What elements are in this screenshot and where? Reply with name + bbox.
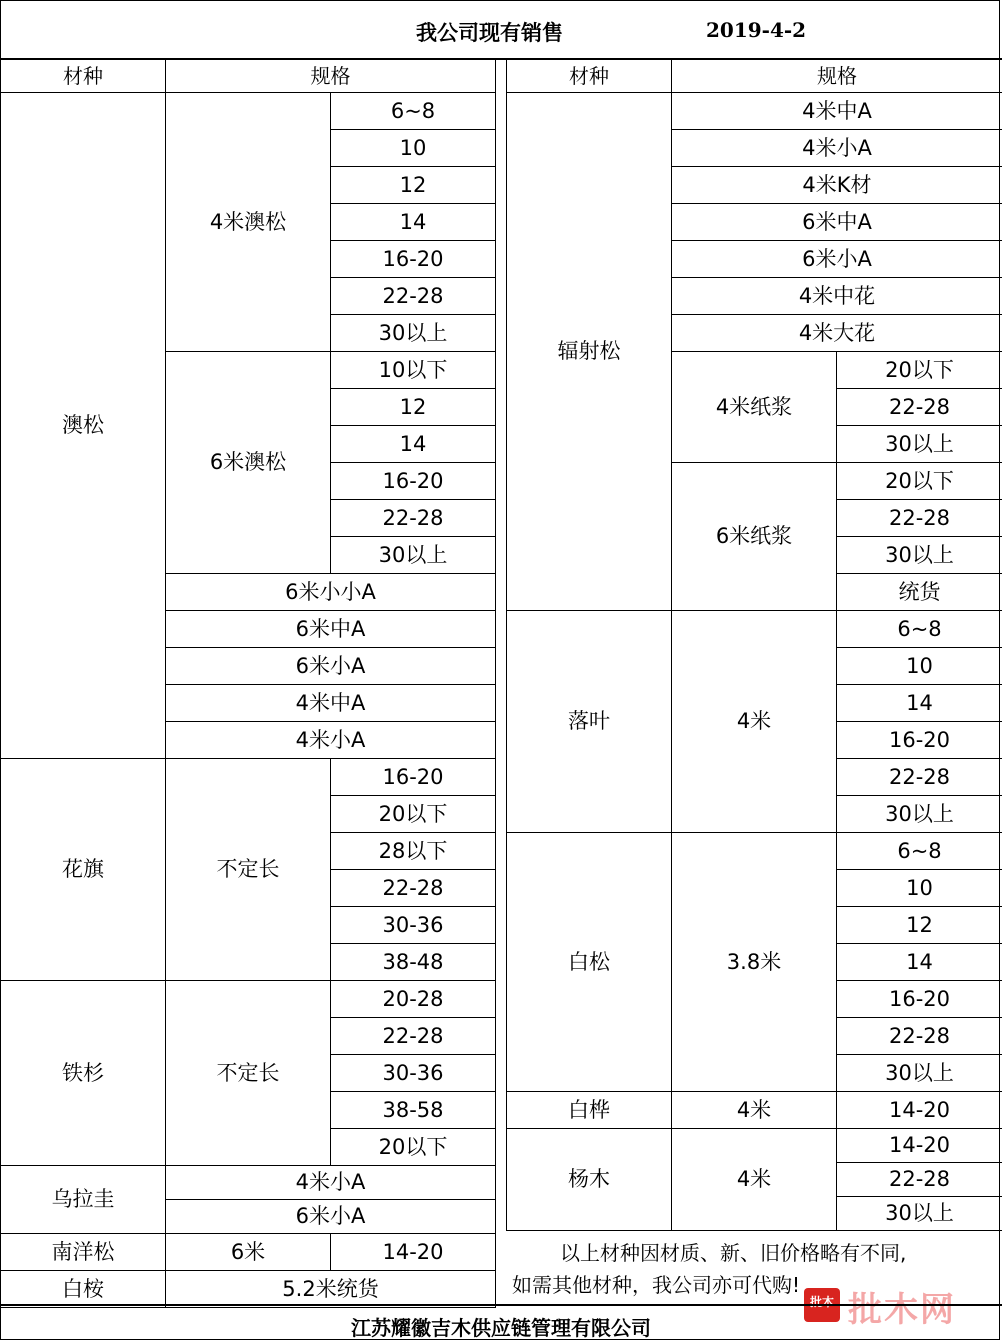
spec-cell: 4米中A bbox=[672, 93, 1002, 130]
size-cell: 30以上 bbox=[837, 1055, 1002, 1092]
page-title: 我公司现有销售 bbox=[416, 20, 563, 45]
col-header-material: 材种 bbox=[507, 60, 672, 93]
size-cell: 6~8 bbox=[331, 93, 496, 130]
company-name: 江苏耀徽吉木供应链管理有限公司 bbox=[351, 1316, 651, 1340]
size-cell: 16-20 bbox=[331, 759, 496, 796]
material-cell: 白桉 bbox=[1, 1271, 166, 1308]
col-header-spec: 规格 bbox=[166, 60, 496, 93]
size-cell: 12 bbox=[837, 907, 1002, 944]
size-cell: 14-20 bbox=[331, 1234, 496, 1271]
spec-cell: 4米小A bbox=[166, 1166, 496, 1200]
spec-cell: 6米纸浆 bbox=[672, 463, 837, 611]
size-cell: 38-58 bbox=[331, 1092, 496, 1129]
size-cell: 14-20 bbox=[837, 1129, 1002, 1163]
note-line: 如需其他材种，我公司亦可代购! bbox=[512, 1273, 801, 1297]
material-cell: 杨木 bbox=[507, 1129, 672, 1231]
spec-cell: 不定长 bbox=[166, 759, 331, 981]
size-cell: 14 bbox=[331, 426, 496, 463]
spec-cell: 6米小A bbox=[166, 1200, 496, 1234]
material-cell: 白桦 bbox=[507, 1092, 672, 1129]
spec-cell: 4米 bbox=[672, 1129, 837, 1231]
size-cell: 30-36 bbox=[331, 1055, 496, 1092]
material-cell: 澳松 bbox=[1, 93, 166, 759]
col-header-material: 材种 bbox=[1, 60, 166, 93]
spec-cell: 5.2米统货 bbox=[166, 1271, 496, 1308]
spec-cell: 6米中A bbox=[166, 611, 496, 648]
size-cell: 6~8 bbox=[837, 611, 1002, 648]
size-cell: 30以上 bbox=[837, 796, 1002, 833]
spec-cell: 4米 bbox=[672, 1092, 837, 1129]
spec-cell: 4米K材 bbox=[672, 167, 1002, 204]
size-cell: 16-20 bbox=[331, 463, 496, 500]
material-cell: 落叶 bbox=[507, 611, 672, 833]
right-table bbox=[506, 59, 1002, 1231]
left-table bbox=[0, 59, 496, 1308]
spec-cell: 不定长 bbox=[166, 981, 331, 1166]
watermark-text: 批木网 bbox=[848, 1290, 956, 1330]
material-cell: 白松 bbox=[507, 833, 672, 1092]
spec-cell: 4米 bbox=[672, 611, 837, 833]
page-date: 2019-4-2 bbox=[706, 18, 807, 42]
spec-cell: 4米大花 bbox=[672, 315, 1002, 352]
material-cell: 乌拉圭 bbox=[1, 1166, 166, 1234]
size-cell: 22-28 bbox=[331, 500, 496, 537]
size-cell: 20以下 bbox=[331, 796, 496, 833]
size-cell: 22-28 bbox=[331, 870, 496, 907]
size-cell: 28以下 bbox=[331, 833, 496, 870]
spec-cell: 4米小A bbox=[166, 722, 496, 759]
size-cell: 14 bbox=[837, 685, 1002, 722]
spec-cell: 6米 bbox=[166, 1234, 331, 1271]
size-cell: 22-28 bbox=[837, 759, 1002, 796]
spec-cell: 4米中A bbox=[166, 685, 496, 722]
spec-cell: 4米中花 bbox=[672, 278, 1002, 315]
size-cell: 22-28 bbox=[837, 500, 1002, 537]
size-cell: 10以下 bbox=[331, 352, 496, 389]
spec-cell: 6米中A bbox=[672, 204, 1002, 241]
size-cell: 6~8 bbox=[837, 833, 1002, 870]
size-cell: 16-20 bbox=[837, 981, 1002, 1018]
watermark-logo-icon: 批木 bbox=[804, 1288, 840, 1322]
size-cell: 10 bbox=[331, 130, 496, 167]
spec-cell: 3.8米 bbox=[672, 833, 837, 1092]
size-cell: 22-28 bbox=[837, 389, 1002, 426]
spec-cell: 6米小A bbox=[166, 648, 496, 685]
size-cell: 38-48 bbox=[331, 944, 496, 981]
size-cell: 22-28 bbox=[837, 1018, 1002, 1055]
size-cell: 30-36 bbox=[331, 907, 496, 944]
note-line: 以上材种因材质、新、旧价格略有不同, bbox=[560, 1241, 907, 1265]
size-cell: 30以上 bbox=[837, 537, 1002, 574]
size-cell: 14-20 bbox=[837, 1092, 1002, 1129]
size-cell: 30以上 bbox=[837, 426, 1002, 463]
spec-cell: 6米小小A bbox=[166, 574, 496, 611]
spec-cell: 4米小A bbox=[672, 130, 1002, 167]
size-cell: 14 bbox=[331, 204, 496, 241]
size-cell: 20以下 bbox=[837, 352, 1002, 389]
size-cell: 12 bbox=[331, 167, 496, 204]
size-cell: 30以上 bbox=[837, 1197, 1002, 1231]
size-cell: 16-20 bbox=[837, 722, 1002, 759]
size-cell: 16-20 bbox=[331, 241, 496, 278]
size-cell: 20以下 bbox=[331, 1129, 496, 1166]
size-cell: 22-28 bbox=[331, 1018, 496, 1055]
header-bar bbox=[0, 0, 1002, 60]
size-cell: 14 bbox=[837, 944, 1002, 981]
size-cell: 30以上 bbox=[331, 537, 496, 574]
footer bbox=[0, 1304, 1002, 1342]
spec-cell: 6米小A bbox=[672, 241, 1002, 278]
spec-cell: 4米澳松 bbox=[166, 93, 331, 352]
spec-cell: 6米澳松 bbox=[166, 352, 331, 574]
material-cell: 花旗 bbox=[1, 759, 166, 981]
material-cell: 铁杉 bbox=[1, 981, 166, 1166]
size-cell: 20-28 bbox=[331, 981, 496, 1018]
size-cell: 30以上 bbox=[331, 315, 496, 352]
size-cell: 10 bbox=[837, 870, 1002, 907]
material-cell: 辐射松 bbox=[507, 93, 672, 611]
size-cell: 22-28 bbox=[331, 278, 496, 315]
size-cell: 20以下 bbox=[837, 463, 1002, 500]
material-cell: 南洋松 bbox=[1, 1234, 166, 1271]
col-header-spec: 规格 bbox=[672, 60, 1002, 93]
spec-cell: 4米纸浆 bbox=[672, 352, 837, 463]
size-cell: 统货 bbox=[837, 574, 1002, 611]
size-cell: 10 bbox=[837, 648, 1002, 685]
size-cell: 12 bbox=[331, 389, 496, 426]
size-cell: 22-28 bbox=[837, 1163, 1002, 1197]
